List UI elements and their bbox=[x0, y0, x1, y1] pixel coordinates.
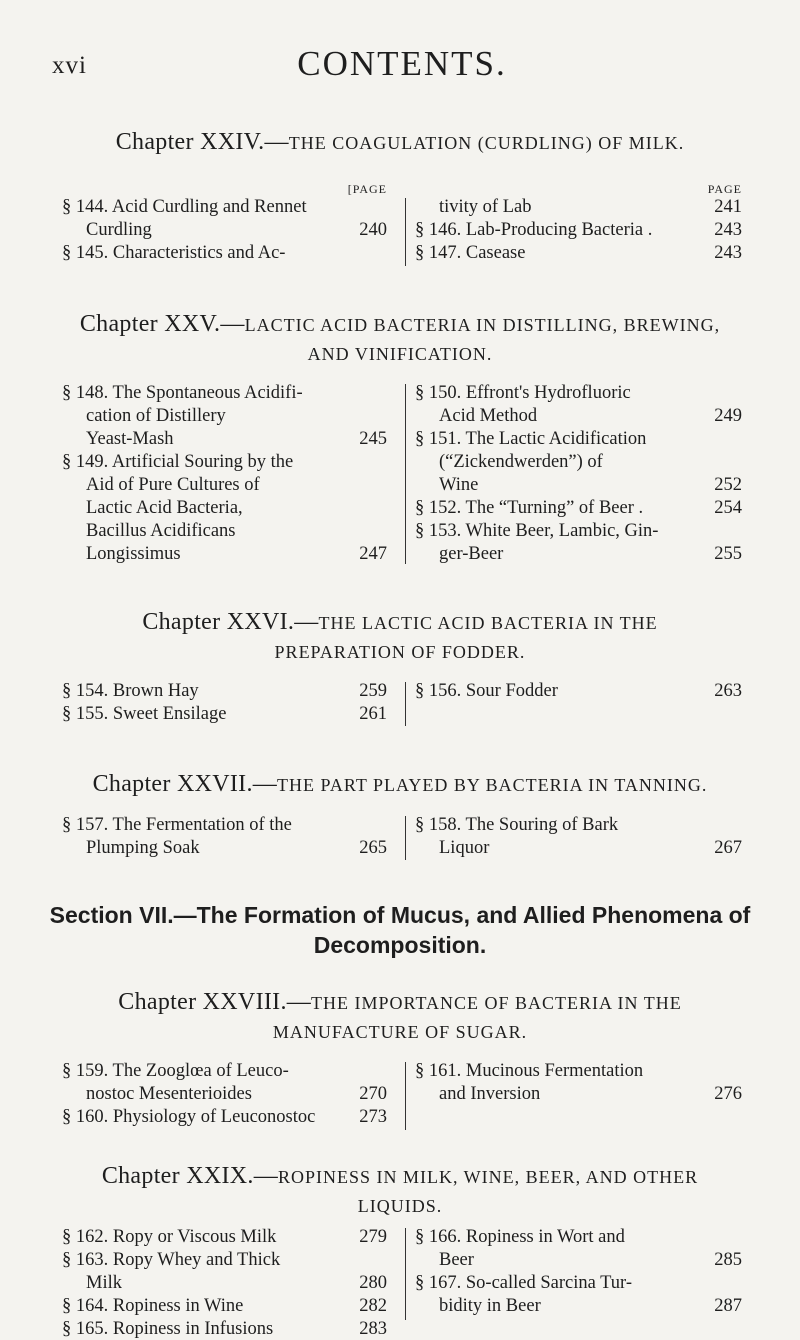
chapter-26-heading: Chapter XXVI.—THE LACTIC ACID BACTERIA IN THE PREPARATION OF FODDER. bbox=[142, 609, 658, 662]
entry-title: § 166. Ropiness in Wort and bbox=[415, 1227, 625, 1247]
toc-entry bbox=[62, 1318, 387, 1340]
toc-entry bbox=[415, 1295, 742, 1317]
entry-title: § 147. Casease bbox=[415, 243, 526, 263]
entry-title: § 162. Ropy or Viscous Milk bbox=[62, 1227, 277, 1247]
column-divider bbox=[405, 816, 406, 860]
toc-entry bbox=[62, 219, 387, 241]
page-label: PAGE bbox=[707, 182, 742, 196]
entry-page-number: 265 bbox=[359, 838, 387, 858]
entry-title: § 158. The Souring of Bark bbox=[415, 815, 619, 835]
column-divider bbox=[405, 198, 406, 266]
entry-page-number: 241 bbox=[714, 197, 742, 217]
toc-entry bbox=[415, 1249, 742, 1271]
toc-entry bbox=[62, 703, 387, 725]
entry-page-number: 273 bbox=[359, 1107, 387, 1127]
entry-title: § 159. The Zooglœa of Leuco- bbox=[62, 1061, 289, 1081]
chapter-28-entries bbox=[62, 1060, 742, 1132]
entry-title: Curdling bbox=[86, 220, 152, 240]
entry-page-number: 285 bbox=[714, 1250, 742, 1270]
entry-title: (“Zickendwerden”) of bbox=[439, 452, 603, 472]
column-divider bbox=[405, 1228, 406, 1320]
toc-entry bbox=[62, 497, 387, 519]
entry-title: § 167. So-called Sarcina Tur- bbox=[415, 1273, 632, 1293]
entry-title: Bacillus Acidificans bbox=[86, 521, 236, 541]
toc-entry bbox=[62, 1060, 387, 1082]
column-divider bbox=[405, 384, 406, 564]
entry-title: § 155. Sweet Ensilage bbox=[62, 704, 227, 724]
toc-entry bbox=[62, 428, 387, 450]
toc-entry bbox=[62, 1106, 387, 1128]
entry-page-number: 287 bbox=[714, 1296, 742, 1316]
entry-title: § 151. The Lactic Acidification bbox=[415, 429, 647, 449]
entry-title: ger-Beer bbox=[439, 544, 504, 564]
toc-entry bbox=[415, 497, 742, 519]
entry-page-number: 247 bbox=[359, 544, 387, 564]
toc-entry bbox=[415, 1272, 742, 1294]
entry-page-number: 240 bbox=[359, 220, 387, 240]
toc-entry bbox=[62, 837, 387, 859]
entry-title: and Inversion bbox=[439, 1084, 541, 1104]
toc-entry bbox=[415, 1060, 742, 1082]
toc-entry bbox=[415, 474, 742, 496]
entry-title: § 153. White Beer, Lambic, Gin- bbox=[415, 521, 659, 541]
entry-title: § 160. Physiology of Leuconostoc bbox=[62, 1107, 316, 1127]
chapter-29-entries bbox=[62, 1226, 742, 1339]
entry-page-number: 245 bbox=[359, 429, 387, 449]
entry-title: § 154. Brown Hay bbox=[62, 681, 199, 701]
toc-entry bbox=[62, 1249, 387, 1271]
entry-title: nostoc Mesenterioides bbox=[86, 1084, 252, 1104]
entry-title: § 165. Ropiness in Infusions bbox=[62, 1319, 274, 1339]
entry-title: § 148. The Spontaneous Acidifi- bbox=[62, 383, 303, 403]
entry-title: Yeast-Mash bbox=[86, 429, 174, 449]
entry-page-number: 282 bbox=[359, 1296, 387, 1316]
entry-page-number: 261 bbox=[359, 704, 387, 724]
section-7-heading: Section VII.—The Formation of Mucus, and Allied Phenomena of Decomposition. bbox=[49, 902, 751, 958]
toc-entry bbox=[415, 451, 742, 473]
entry-title: Wine bbox=[439, 475, 479, 495]
chapter-25-entries bbox=[62, 382, 742, 566]
toc-entry bbox=[62, 520, 387, 542]
chapter-24-entries bbox=[62, 182, 742, 268]
toc-entry bbox=[415, 196, 742, 218]
entry-title: Plumping Soak bbox=[86, 838, 200, 858]
chapter-26-entries bbox=[62, 680, 742, 728]
page-title: CONTENTS. bbox=[297, 44, 507, 83]
toc-entry bbox=[415, 1083, 742, 1105]
toc-entry bbox=[415, 543, 742, 565]
entry-title: tivity of Lab bbox=[439, 197, 532, 217]
entry-page-number: 249 bbox=[714, 406, 742, 426]
entry-title: Aid of Pure Cultures of bbox=[86, 475, 260, 495]
toc-entry bbox=[62, 405, 387, 427]
toc-entry bbox=[415, 219, 742, 241]
toc-entry bbox=[415, 680, 742, 702]
entry-title: Liquor bbox=[439, 838, 490, 858]
entry-title: § 161. Mucinous Fermentation bbox=[415, 1061, 644, 1081]
column-divider bbox=[405, 682, 406, 726]
toc-entry bbox=[62, 451, 387, 473]
toc-entry bbox=[62, 543, 387, 565]
entry-page-number: 254 bbox=[714, 498, 742, 518]
entry-title: Lactic Acid Bacteria, bbox=[86, 498, 243, 518]
entry-page-number: 252 bbox=[714, 475, 742, 495]
entry-title: Milk bbox=[86, 1273, 122, 1293]
chapter-25-heading: Chapter XXV.—LACTIC ACID BACTERIA IN DISTILLING, BREWING, AND VINIFICATION. bbox=[79, 311, 721, 364]
entry-title: § 146. Lab-Producing Bacteria . bbox=[415, 220, 653, 240]
entry-title: § 163. Ropy Whey and Thick bbox=[62, 1250, 281, 1270]
running-header bbox=[52, 44, 752, 84]
toc-entry bbox=[415, 428, 742, 450]
entry-title: § 150. Effront's Hydrofluoric bbox=[415, 383, 631, 403]
toc-entry bbox=[415, 382, 742, 404]
entry-page-number: 243 bbox=[714, 220, 742, 240]
entry-title: § 152. The “Turning” of Beer . bbox=[415, 498, 644, 518]
toc-entry bbox=[62, 1272, 387, 1294]
toc-entry bbox=[62, 242, 387, 264]
entry-page-number: 267 bbox=[714, 838, 742, 858]
toc-entry bbox=[415, 1226, 742, 1248]
entry-page-number: 263 bbox=[714, 681, 742, 701]
toc-entry bbox=[62, 1083, 387, 1105]
chapter-28-heading: Chapter XXVIII.—THE IMPORTANCE OF BACTERIA IN THE MANUFACTURE OF SUGAR. bbox=[118, 989, 682, 1042]
entry-title: § 145. Characteristics and Ac- bbox=[62, 243, 286, 263]
entry-title: Longissimus bbox=[86, 544, 181, 564]
entry-title: Beer bbox=[439, 1250, 474, 1270]
entry-title: § 164. Ropiness in Wine bbox=[62, 1296, 244, 1316]
toc-entry bbox=[415, 837, 742, 859]
entry-page-number: 259 bbox=[359, 681, 387, 701]
chapter-27-entries bbox=[62, 814, 742, 862]
entry-title: cation of Distillery bbox=[86, 406, 226, 426]
entry-title: § 157. The Fermentation of the bbox=[62, 815, 292, 835]
toc-entry bbox=[415, 814, 742, 836]
entry-page-number: 280 bbox=[359, 1273, 387, 1293]
entry-page-number: 276 bbox=[714, 1084, 742, 1104]
entry-page-number: 243 bbox=[714, 243, 742, 263]
entry-page-number: 255 bbox=[714, 544, 742, 564]
toc-entry bbox=[62, 474, 387, 496]
entry-title: § 144. Acid Curdling and Rennet bbox=[62, 197, 307, 217]
entry-title: Acid Method bbox=[439, 406, 538, 426]
toc-entry bbox=[415, 242, 742, 264]
chapter-24-heading: Chapter XXIV.—THE COAGULATION (CURDLING) OF MILK. bbox=[115, 129, 685, 155]
entry-page-number: 279 bbox=[359, 1227, 387, 1247]
chapter-29-heading: Chapter XXIX.—ROPINESS IN MILK, WINE, BEER, AND OTHER LIQUIDS. bbox=[101, 1163, 699, 1216]
entry-title: bidity in Beer bbox=[439, 1296, 541, 1316]
toc-entry bbox=[62, 1295, 387, 1317]
toc-entry bbox=[62, 814, 387, 836]
chapter-27-heading: Chapter XXVII.—THE PART PLAYED BY BACTERIA IN TANNING. bbox=[92, 771, 708, 797]
toc-entry bbox=[415, 405, 742, 427]
page-label: [PAGE bbox=[347, 182, 387, 196]
entry-page-number: 270 bbox=[359, 1084, 387, 1104]
toc-entry bbox=[62, 382, 387, 404]
toc-entry bbox=[62, 680, 387, 702]
page-number: xvi bbox=[52, 52, 87, 79]
toc-entry bbox=[415, 520, 742, 542]
entry-title: § 156. Sour Fodder bbox=[415, 681, 558, 701]
entry-page-number: 283 bbox=[359, 1319, 387, 1339]
column-divider bbox=[405, 1062, 406, 1130]
toc-entry bbox=[62, 1226, 387, 1248]
toc-entry bbox=[62, 196, 387, 218]
entry-title: § 149. Artificial Souring by the bbox=[62, 452, 294, 472]
